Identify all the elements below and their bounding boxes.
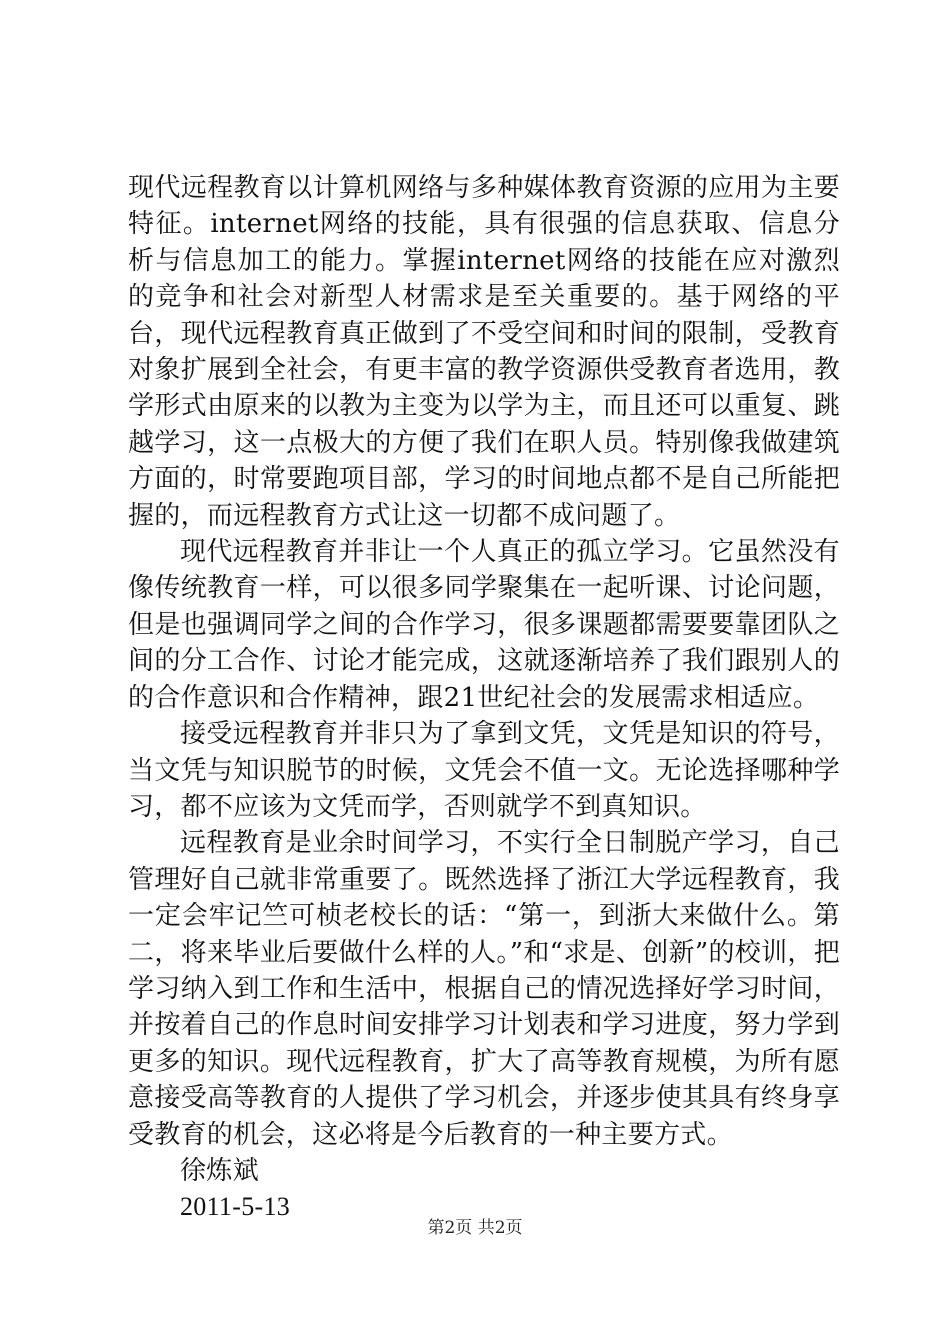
page-footer xyxy=(0,1217,950,1239)
paragraph-4: 远程教育是业余时间学习，不实行全日制脱产学习，自己管理好自己就非常重要了。既然选择了浙江大学远程教育，我一定会牢记竺可桢老校长的话：“第一，到浙大来做什么。第二，将来毕业后要做什么样的人。”和“求是、创新”的校训，把学习纳入到工作和生活中，根据自己的情况选择好学习时间，并按着自己的作息时间安排学习计划表和学习进度，努力学到更多的知识。现代远程教育，扩大了高等教育规模，为所有愿意接受高等教育的人提供了学习机会，并逐步使其具有终身享受教育的机会，这必将是今后教育的一种主要方式。 xyxy=(128,828,840,1150)
paragraph-2: 现代远程教育并非让一个人真正的孤立学习。它虽然没有像传统教育一样，可以很多同学聚集在一起听课、讨论问题，但是也强调同学之间的合作学习，很多课题都需要要靠团队之间的分工合作、讨论才能完成，这就逐渐培养了我们跟别人的的合作意识和合作精神，跟21世纪社会的发展需求相适应。 xyxy=(128,537,840,713)
document-body xyxy=(128,170,840,1226)
paragraph-3: 接受远程教育并非只为了拿到文凭，文凭是知识的符号，当文凭与知识脱节的时候，文凭会不值一文。无论选择哪种学习，都不应该为文凭而学，否则就学不到真知识。 xyxy=(128,719,840,822)
page-number-label: 第2页 共2页 xyxy=(427,1218,523,1238)
document-date: 2011-5-13 xyxy=(180,1192,291,1222)
paragraph-1: 现代远程教育以计算机网络与多种媒体教育资源的应用为主要特征。internet网络的技能，具有很强的信息获取、信息分析与信息加工的能力。掌握internet网络的技能在应对激烈的竞争和社会对新型人材需求是至关重要的。基于网络的平台，现代远程教育真正做到了不受空间和时间的限制，受教育对象扩展到全社会，有更丰富的教学资源供受教育者选用，教学形式由原来的以教为主变为以学为主，而且还可以重复、跳越学习，这一点极大的方便了我们在职人员。特别像我做建筑方面的，时常要跑项目部，学习的时间地点都不是自己所能把握的，而远程教育方式让这一切都不成问题了。 xyxy=(128,173,840,531)
author-signature: 徐炼斌 xyxy=(180,1155,259,1186)
